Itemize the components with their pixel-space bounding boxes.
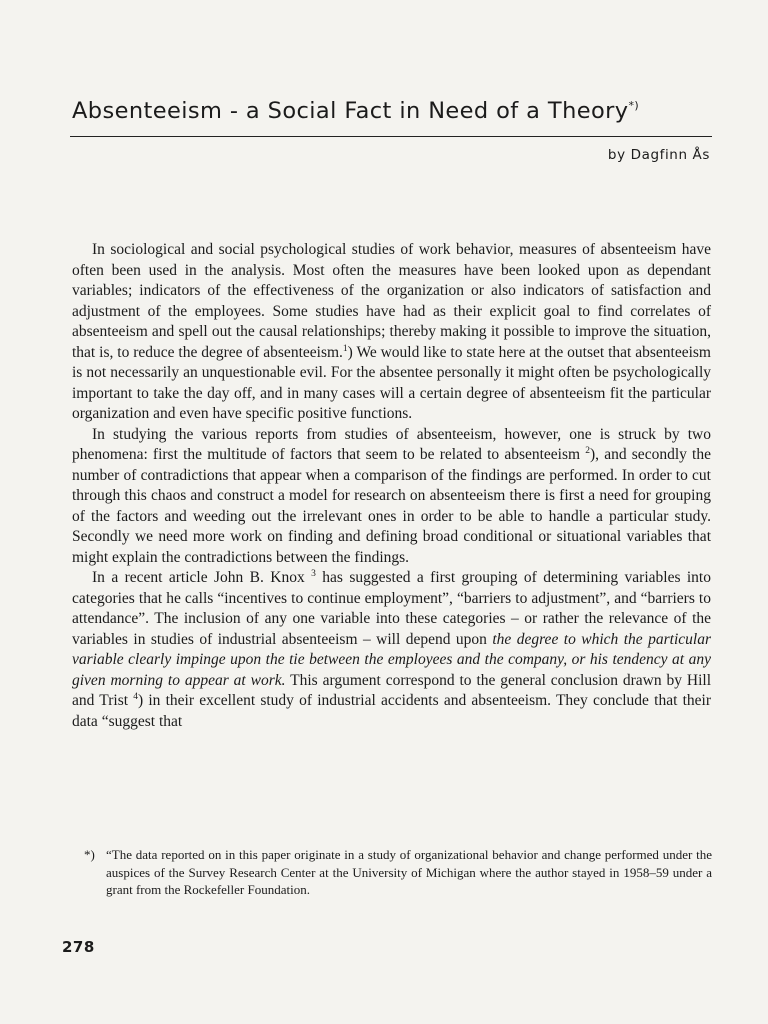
author-byline: by Dagfinn Ås <box>607 147 710 163</box>
reference-mark-3: 3 <box>311 568 316 579</box>
paragraph-1 <box>72 240 711 425</box>
paragraph-1-text-a: In sociological and social psychological studies of work behavior, measures of absenteeism have often been used in the analysis. Most often the measures have been looked upon as dependant variables; indicators of the effectiveness of the organization or also indicators of satisfaction and adjustment of the employees. Some studies have had as their explicit goal to find correlates of absenteeism and spell out the causal relationships; thereby making it possible to improve the situation, that is, to reduce the degree of absenteeism. <box>72 241 711 361</box>
page-number: 278 <box>62 938 95 956</box>
article-title <box>72 98 712 124</box>
paragraph-3 <box>72 568 711 732</box>
footnote <box>72 846 712 899</box>
paragraph-2-text-a: In studying the various reports from studies of absenteeism, however, one is struck by two phenomena: first the multitude of factors that seem to be related to absenteeism <box>72 425 711 463</box>
reference-mark-4: 4 <box>133 691 138 702</box>
reference-mark-2: 2 <box>585 445 590 456</box>
paragraph-1-text-b: ) We would like to state here at the outset that absenteeism is not necessarily an unquestionable evil. For the absentee personally it might often be psychologically important to take the day off, and in many cases will a certain degree of absenteeism fit the particular organization and even have specific positive functions. <box>72 343 711 422</box>
title-rule <box>70 136 712 137</box>
paragraph-2 <box>72 425 711 569</box>
title-footnote-mark: *) <box>628 99 640 112</box>
paragraph-2-text-b: ), and secondly the number of contradictions that appear when a comparison of the findings are performed. In order to cut through this chaos and construct a model for research on absenteeism there is first a need for grouping of the factors and weeding out the irrelevant ones in order to be able to handle a particular study. Secondly we need more work on finding and defining broad conditional or situational variables that might explain the contradictions between the findings. <box>72 446 711 566</box>
paragraph-3-text-b: has suggested a first grouping of determining variables into categories that he calls “incentives to continue employment”, “barriers to adjustment”, and “barriers to attendance”. The inclusion of any one variable into these categories – or rather the relevance of the variables in studies of industrial absenteeism – will depend upon <box>72 569 711 648</box>
paragraph-3-text-a: In a recent article John B. Knox <box>92 569 312 586</box>
footnote-mark: *) <box>84 847 95 862</box>
article-title-text: Absenteeism - a Social Fact in Need of a Theory <box>72 98 629 124</box>
paragraph-3-text-d: ) in their excellent study of industrial accidents and absenteeism. They conclude that their data “suggest that <box>72 692 711 730</box>
paragraph-3-italic-text: the degree to which the particular variable clearly impinge upon the tie between the employees and the company, or his tendency at any given morning to appear at work. <box>72 630 711 689</box>
reference-mark-1: 1 <box>342 343 348 354</box>
paragraph-3-text-c: This argument correspond to the general conclusion drawn by Hill and Trist <box>72 671 711 709</box>
article-body <box>72 240 711 732</box>
footnote-text: “The data reported on in this paper originate in a study of organizational behavior and change performed under the auspices of the Survey Research Center at the University of Michigan where the author stayed in 1958–59 under a grant from the Rockefeller Foundation. <box>106 847 712 897</box>
